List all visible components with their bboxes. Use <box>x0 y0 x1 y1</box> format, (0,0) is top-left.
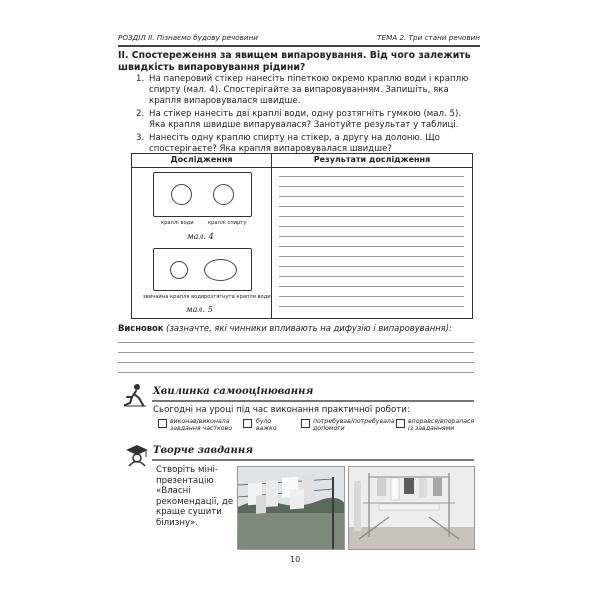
option-checkbox-hard[interactable] <box>243 419 252 428</box>
writing-line[interactable] <box>279 256 464 257</box>
writing-line[interactable] <box>279 276 464 277</box>
writing-line[interactable] <box>279 186 464 187</box>
writing-line[interactable] <box>279 286 464 287</box>
option-checkbox-help[interactable] <box>301 419 310 428</box>
student-cap-icon <box>124 443 150 467</box>
writing-line[interactable] <box>279 246 464 247</box>
option-label-line: потребував/потребувала <box>313 418 395 425</box>
writing-line[interactable] <box>118 372 474 373</box>
writing-line[interactable] <box>279 196 464 197</box>
conclusion-prompt <box>118 323 478 333</box>
table-column-divider <box>271 154 272 318</box>
drying-rack-photo <box>348 466 475 550</box>
self-assessment-prompt: Сьогодні на уроці під час виконання практичної роботи: <box>153 405 410 415</box>
list-item <box>136 133 471 155</box>
list-item <box>136 74 471 107</box>
page-number: 10 <box>290 555 301 564</box>
figure-4-right-label: краплі спирту <box>208 220 247 226</box>
water-drop-shape <box>171 184 192 205</box>
writing-line[interactable] <box>279 226 464 227</box>
item-text: На паперовий стікер нанесіть піпеткою окремо краплю води і краплю спирту (мал. 4). Спостерігайте за випаровуванням. Запишіть, яка крапля випаровувалася швидше. <box>149 74 469 106</box>
outdoor-laundry-photo <box>237 466 345 550</box>
research-table <box>131 153 473 319</box>
table-header-divider <box>132 167 472 168</box>
conclusion-label: Висновок <box>118 323 164 333</box>
figure-5-left-label: звичайна крапля води <box>143 294 205 300</box>
figure-4-left-label: краплі води <box>161 220 194 226</box>
writing-line[interactable] <box>279 176 464 177</box>
instructions-list <box>136 74 471 157</box>
writing-line[interactable] <box>279 306 464 307</box>
item-text: На стікер нанесіть дві краплі води, одну розтягніть гумкою (мал. 5). Яка крапля швидше випарувалася? Занотуйте результат у таблиці. <box>149 109 462 130</box>
figure-4-caption: мал. 4 <box>187 232 214 241</box>
option-label <box>256 418 277 432</box>
list-item <box>136 109 471 131</box>
table-header-research: Дослідження <box>170 155 233 164</box>
writing-line[interactable] <box>279 206 464 207</box>
stretched-drop-shape <box>204 259 237 281</box>
creative-task-title: Творче завдання <box>153 445 254 456</box>
item-number: 1. <box>136 74 145 84</box>
writing-line[interactable] <box>118 342 474 343</box>
figure-5-sticker <box>153 248 252 291</box>
normal-drop-shape <box>170 261 188 279</box>
option-label-line: із завданнями <box>408 425 455 432</box>
item-number: 3. <box>136 133 145 143</box>
conclusion-hint: (зазначте, які чинники впливають на дифузію і випаровування): <box>166 323 452 333</box>
writing-line[interactable] <box>279 216 464 217</box>
writing-line[interactable] <box>118 362 474 363</box>
alcohol-drop-shape <box>213 184 234 205</box>
option-checkbox-partial[interactable] <box>158 419 167 428</box>
item-number: 2. <box>136 109 145 119</box>
header-divider <box>118 45 480 47</box>
option-label <box>408 418 474 432</box>
figure-5-caption: мал. 5 <box>186 305 213 314</box>
option-label-line: впорався/впоралася <box>408 418 475 425</box>
writing-line[interactable] <box>279 266 464 267</box>
item-text: Нанесіть одну краплю спирту на стікер, а другу на долоню. Що спостерігаєте? Яка крапля випаровувалася швидше? <box>149 133 440 154</box>
option-label-line: виконав/виконала <box>170 418 230 425</box>
option-label <box>313 418 395 432</box>
option-label-line: було <box>256 418 272 425</box>
figure-5-right-label: розтягнута крапля води <box>204 294 271 300</box>
creative-task-divider <box>152 459 474 461</box>
section-title: ІІ. Спостереження за явищем випаровування. Від чого залежить швидкість випаровування рідини? <box>118 50 471 73</box>
creative-task-text: Створіть міні-презентацію «Власні рекомендації, де краще сушити білизну». <box>156 465 234 528</box>
table-header-results: Результати дослідження <box>313 155 431 164</box>
writing-line[interactable] <box>279 296 464 297</box>
option-checkbox-done[interactable] <box>396 419 405 428</box>
self-assessment-divider <box>152 400 474 402</box>
header-topic-label: ТЕМА 2. Три стани речовин <box>377 33 480 42</box>
figure-4-sticker <box>153 172 252 217</box>
self-assessment-title: Хвилинка самооцінювання <box>153 386 314 397</box>
writing-line[interactable] <box>279 236 464 237</box>
option-label-line: завдання частково <box>170 425 232 432</box>
option-label-line: важко <box>256 425 277 432</box>
writing-line[interactable] <box>118 352 474 353</box>
option-label-line: допомоги <box>313 425 345 432</box>
option-label <box>170 418 232 432</box>
running-person-icon <box>122 383 148 407</box>
header-section-label: РОЗДІЛ ІІ. Пізнаємо будову речовини <box>118 33 258 42</box>
